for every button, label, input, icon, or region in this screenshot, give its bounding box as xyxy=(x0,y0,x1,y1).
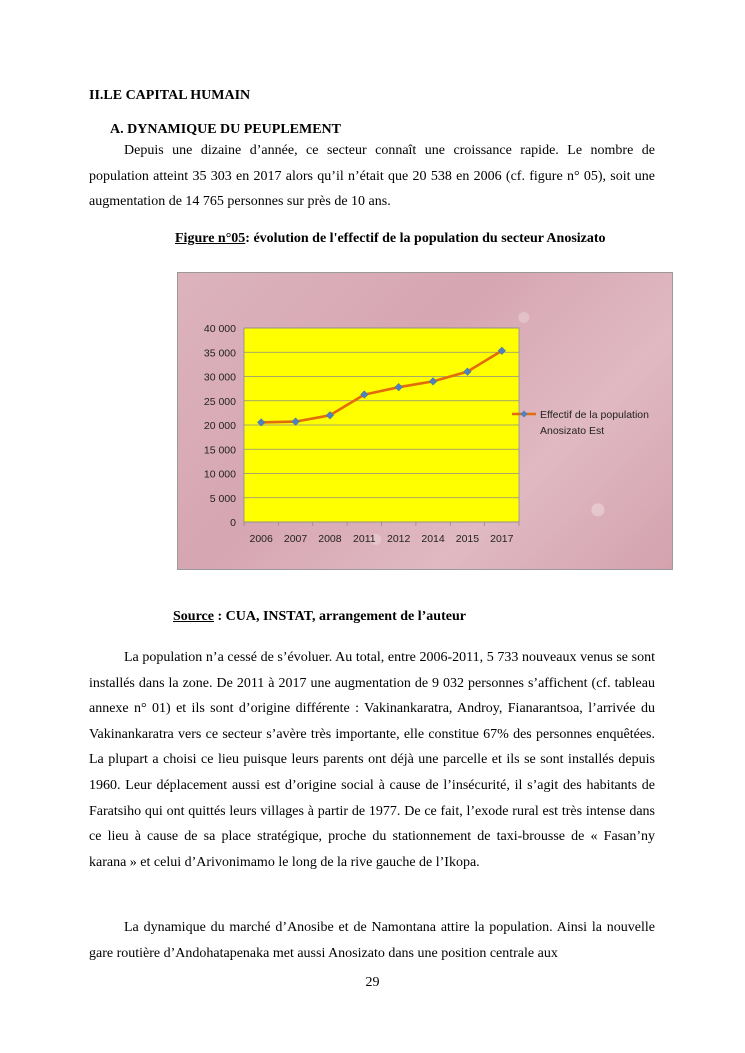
figure-source xyxy=(173,609,466,625)
paragraph-1: Depuis une dizaine d’année, ce secteur connaît une croissance rapide. Le nombre de population atteint 35 303 en 2017 alors qu’il n’était que 20 538 en 2006 (cf. figure n° 05), soit une augmentation de 14 765 personnes sur près de 10 ans. xyxy=(89,143,655,210)
x-tick-label: 2014 xyxy=(421,533,445,545)
x-tick-label: 2012 xyxy=(387,533,411,545)
source-label: Source xyxy=(173,609,214,624)
x-tick-label: 2006 xyxy=(249,533,273,545)
y-tick-label: 15 000 xyxy=(203,444,236,457)
legend-label: Anosizato Est xyxy=(540,425,605,437)
section-title: II.LE CAPITAL HUMAIN xyxy=(89,88,251,103)
y-tick-label: 20 000 xyxy=(203,420,236,432)
figure-caption-label: Figure n°05 xyxy=(175,231,246,246)
population-chart xyxy=(177,272,673,570)
page-number: 29 xyxy=(365,975,380,990)
source-text: : CUA, INSTAT, arrangement de l’auteur xyxy=(213,609,466,624)
figure-caption-text: : évolution de l'effectif de la population du secteur Anosizato xyxy=(245,231,606,246)
figure-caption xyxy=(175,231,606,247)
x-tick-label: 2008 xyxy=(318,533,342,545)
y-tick-label: 0 xyxy=(230,517,236,529)
legend-marker xyxy=(521,411,528,418)
y-tick-label: 30 000 xyxy=(203,371,236,384)
legend-label: Effectif de la population xyxy=(540,409,649,421)
x-tick-label: 2017 xyxy=(490,533,514,545)
x-tick-label: 2015 xyxy=(455,533,480,545)
x-tick-label: 2007 xyxy=(283,533,308,545)
y-tick-label: 25 000 xyxy=(203,395,236,408)
y-tick-label: 40 000 xyxy=(203,323,236,335)
y-tick-label: 35 000 xyxy=(203,347,236,360)
paragraph-3: La dynamique du marché d’Anosibe et de Namontana attire la population. Ainsi la nouvelle gare routière d’Andohatapenaka met aussi Anosizato dans une position centrale aux xyxy=(89,920,655,961)
y-tick-label: 5 000 xyxy=(209,492,236,505)
y-tick-label: 10 000 xyxy=(203,468,236,481)
x-tick-label: 2011 xyxy=(353,533,376,545)
subsection-title: A. DYNAMIQUE DU PEUPLEMENT xyxy=(110,122,341,137)
paragraph-2: La population n’a cessé de s’évoluer. Au total, entre 2006-2011, 5 733 nouveaux venus se sont installés dans la zone. De 2011 à 2017 une augmentation de 9 032 personnes s’affichent (cf. tableau annexe n° 01) et ils sont d’origine différente : Vakinankaratra, Androy, Fianarantsoa, l’arrivée du Vakinankaratra vers ce secteur s’avère très importante, elle constitue 67% des personnes enquêtées. La plupart a choisi ce lieu puisque leurs parents ont déjà une parcelle et ils se sont installés depuis 1960. Leur déplacement aussi est d’origine social à cause de l’insécurité, il s’agit des habitants de Faratsiho qui ont quittés leurs villages à partir de 1977. De ce fait, l’exode rural est très intense dans ce lieu à cause de sa place stratégique, proche du stationnement de taxi-brousse de « Fasan’ny karana » et celui d’Arivonimamo le long de la rive gauche de l’Ikopa. xyxy=(89,650,655,870)
chart-svg xyxy=(178,273,672,569)
